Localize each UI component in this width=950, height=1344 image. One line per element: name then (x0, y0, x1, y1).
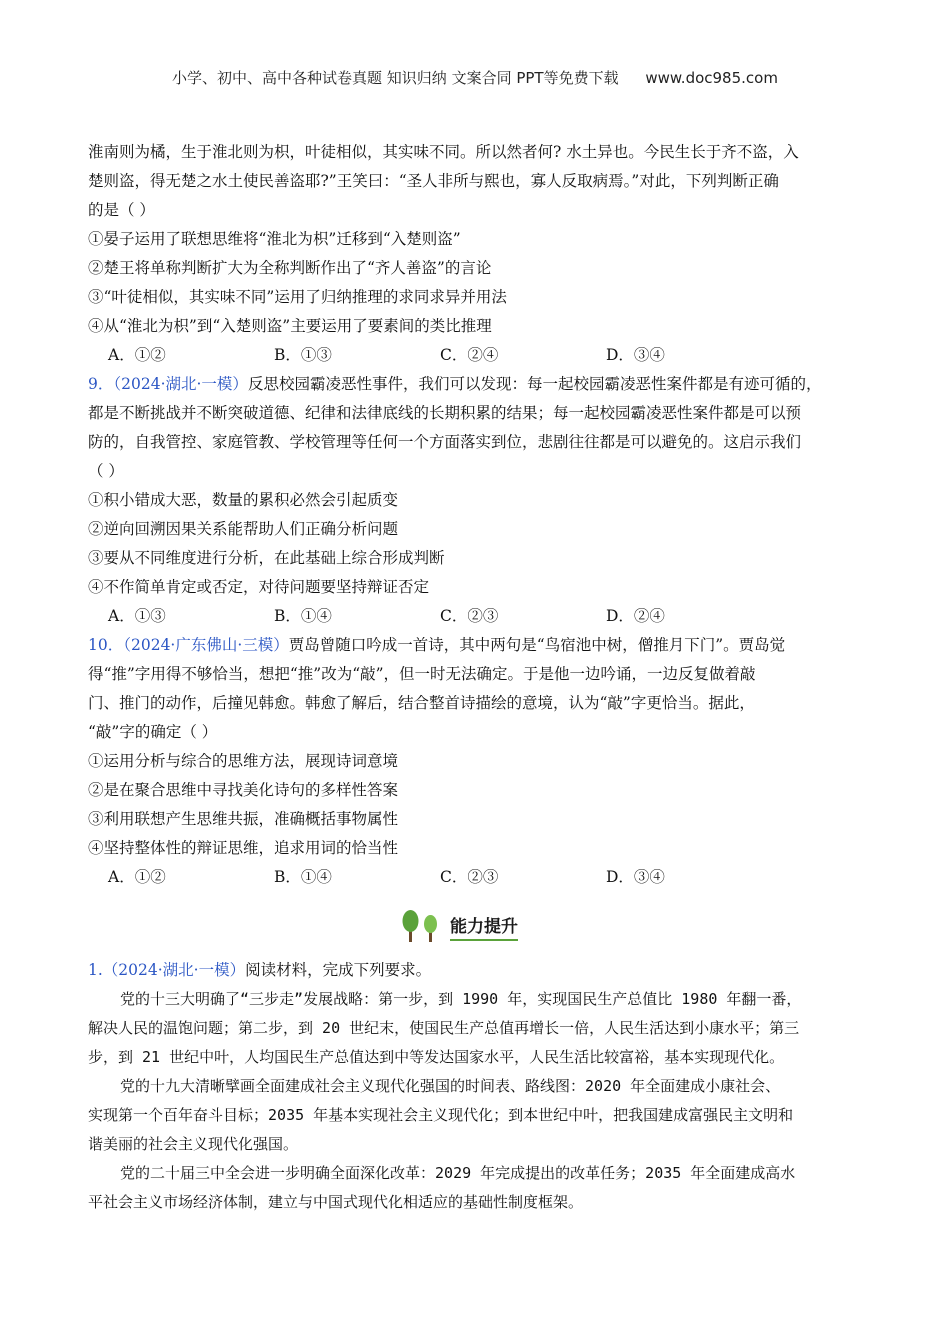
p1-para1-line: 解决人民的温饱问题；第二步，到 20 世纪末，使国民生产总值再增长一倍，人民生活达到小康水平；第三 (88, 1019, 800, 1037)
p1-para1-line: 步，到 21 世纪中叶，人均国民生产总值达到中等发达国家水平，人民生活比较富裕，基本实现现代化。 (88, 1048, 785, 1066)
document-body (88, 138, 873, 1217)
q8-option-a: A．①② (108, 346, 166, 364)
page-header (0, 67, 950, 88)
header-site: www.doc985.com (645, 69, 778, 87)
q8-statement: ③“叶徒相似，其实味不同”运用了归纳推理的求同求异并用法 (88, 288, 507, 306)
header-text: 小学、初中、高中各种试卷真题 知识归纳 文案合同 PPT等免费下载 (172, 69, 619, 87)
q9-option-d: D．②④ (606, 607, 665, 625)
p1-para1-line: 党的十三大明确了“三步走”发展战略：第一步，到 1990 年，实现国民生产总值比 1980 年翻一番， (120, 990, 802, 1008)
p1-para2-line: 实现第一个百年奋斗目标；2035 年基本实现社会主义现代化；到本世纪中叶，把我国建成富强民主文明和 (88, 1106, 794, 1124)
q9-line: 都是不断挑战并不断突破道德、纪律和法律底线的长期积累的结果；每一起校园霸凌恶性案件都是可以预 (88, 404, 802, 422)
q10-line: 门、推门的动作，后撞见韩愈。韩愈了解后，结合整首诗描绘的意境，认为“敲”字更恰当。据此， (88, 694, 755, 712)
question-8 (88, 138, 873, 370)
q10-first-line: 贾岛曾随口吟成一首诗，其中两句是“鸟宿池中树，僧推月下门”。贾岛觉 (288, 636, 786, 654)
q8-line: 淮南则为橘，生于淮北则为枳，叶徒相似，其实味不同。所以然者何? 水土异也。今民生长于齐不盗，入 (88, 143, 799, 161)
q8-option-c: C．②④ (440, 346, 499, 364)
q10-head (88, 631, 873, 660)
q9-options (88, 602, 873, 631)
q9-head (88, 370, 873, 399)
p1-source: （2024·湖北·一模） (102, 961, 246, 979)
p1-para3-line: 党的二十届三中全会进一步明确全面深化改革：2029 年完成提出的改革任务；2035 年全面建成高水 (120, 1164, 796, 1182)
p1-first-line: 阅读材料，完成下列要求。 (245, 961, 432, 979)
q8-line: 楚则盗，得无楚之水土使民善盗耶?”王笑曰：“圣人非所与熙也，寡人反取病焉。”对此，下列判断正确 (88, 172, 779, 190)
q9-option-b: B．①④ (274, 607, 332, 625)
q8-options (88, 341, 873, 370)
q8-statement: ④从“淮北为枳”到“入楚则盗”主要运用了要素间的类比推理 (88, 317, 492, 335)
q10-statement: ②是在聚合思维中寻找美化诗句的多样性答案 (88, 781, 399, 799)
q9-statement: ①积小错成大恶，数量的累积必然会引起质变 (88, 491, 399, 509)
q10-statement: ④坚持整体性的辩证思维，追求用词的恰当性 (88, 839, 399, 857)
q10-statement: ①运用分析与综合的思维方法，展现诗词意境 (88, 752, 399, 770)
q9-source: （2024·湖北·一模） (113, 375, 248, 393)
q10-option-c: C．②③ (440, 868, 499, 886)
q9-line: 防的，自我管控、家庭管教、学校管理等任何一个方面落实到位，悲剧往往都是可以避免的。这启示我们 (88, 433, 802, 451)
q10-option-a: A．①② (108, 868, 166, 886)
q10-number: 10． (88, 636, 124, 654)
q10-line: “敲”字的确定（ ） (88, 723, 218, 741)
tree-icon (400, 908, 444, 944)
question-9 (88, 370, 873, 631)
q9-number: 9． (88, 375, 114, 393)
q8-option-d: D．③④ (606, 346, 665, 364)
q8-option-b: B．①③ (274, 346, 332, 364)
section-title: 能力提升 (450, 912, 518, 941)
q10-line: 得“推”字用得不够恰当，想把“推”改为“敲”，但一时无法确定。于是他一边吟诵，一边反复做着敲 (88, 665, 756, 683)
p1-para3-line: 平社会主义市场经济体制，建立与中国式现代化相适应的基础性制度框架。 (88, 1193, 584, 1211)
ability-question-1 (88, 956, 873, 1217)
q9-option-a: A．①③ (108, 607, 166, 625)
p1-para2-line: 谐美丽的社会主义现代化强国。 (88, 1135, 299, 1153)
q10-option-d: D．③④ (606, 868, 665, 886)
p1-number: 1. (88, 961, 103, 979)
section-banner (400, 906, 873, 946)
q9-statement: ④不作简单肯定或否定，对待问题要坚持辩证否定 (88, 578, 430, 596)
q8-statement: ①晏子运用了联想思维将“淮北为枳”迁移到“入楚则盗” (88, 230, 461, 248)
q10-source: （2024·广东佛山·三模） (123, 636, 289, 654)
q9-first-line: 反思校园霸凌恶性事件，我们可以发现：每一起校园霸凌恶性案件都是有迹可循的， (247, 375, 822, 393)
question-10 (88, 631, 873, 892)
q9-option-c: C．②③ (440, 607, 499, 625)
q10-statement: ③利用联想产生思维共振，准确概括事物属性 (88, 810, 399, 828)
q10-options (88, 863, 873, 892)
q9-statement: ③要从不同维度进行分析，在此基础上综合形成判断 (88, 549, 445, 567)
q9-line: （ ） (88, 462, 124, 480)
p1-para2-line: 党的十九大清晰擘画全面建成社会主义现代化强国的时间表、路线图：2020 年全面建成小康社会、 (120, 1077, 781, 1095)
q8-line: 的是（ ） (88, 201, 155, 219)
p1-head (88, 956, 873, 985)
q10-option-b: B．①④ (274, 868, 332, 886)
q9-statement: ②逆向回溯因果关系能帮助人们正确分析问题 (88, 520, 399, 538)
q8-statement: ②楚王将单称判断扩大为全称判断作出了“齐人善盗”的言论 (88, 259, 492, 277)
